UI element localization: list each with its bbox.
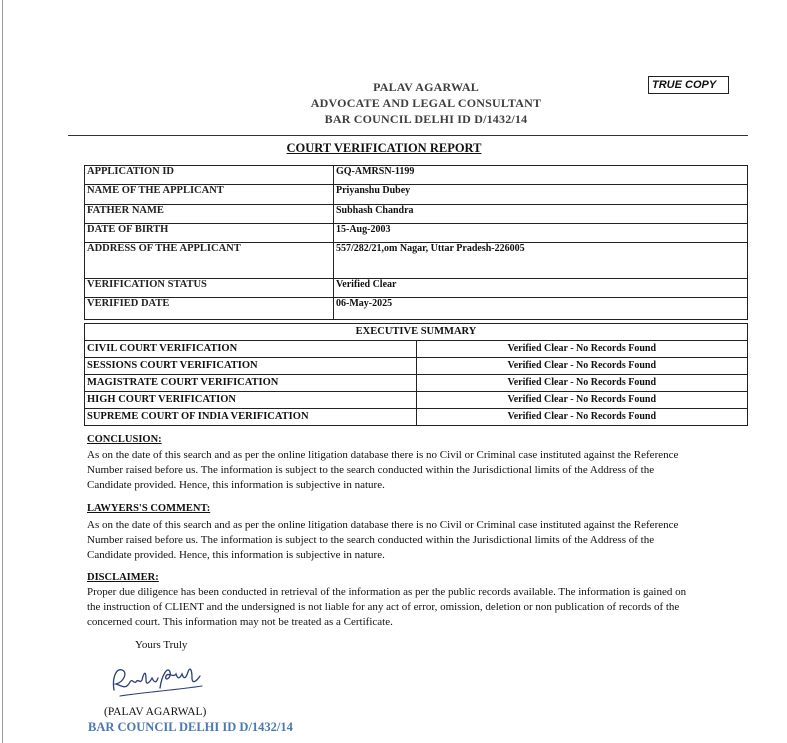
table-row xyxy=(85,392,748,409)
text-line: As on the date of this search and as per the online litigation database there is no Civil or Criminal case instituted against the Reference xyxy=(87,449,679,461)
conclusion-text xyxy=(87,448,742,493)
bar-council-id: BAR COUNCIL DELHI ID D/1432/14 xyxy=(324,112,528,126)
text-line: Candidate provided. Hence, this information is subjective in nature. xyxy=(87,549,385,561)
text-line: Candidate provided. Hence, this information is subjective in nature. xyxy=(87,479,385,491)
text-line: Number raised before us. The information is subject to the search conducted within the Jurisdictional limits of the Address of the xyxy=(87,464,655,476)
row-value: Verified Clear - No Records Found xyxy=(416,409,748,426)
row-value: Verified Clear - No Records Found xyxy=(416,341,748,358)
table-row xyxy=(85,185,748,205)
row-value: Verified Clear - No Records Found xyxy=(416,358,748,375)
row-value: Verified Clear - No Records Found xyxy=(416,375,748,392)
row-label: CIVIL COURT VERIFICATION xyxy=(85,341,417,358)
signature-image xyxy=(106,660,206,702)
text-line: Proper due diligence has been conducted in retrieval of the information as per the public records available. The information is gained on xyxy=(87,586,687,598)
row-label: APPLICATION ID xyxy=(85,166,334,185)
table-row xyxy=(85,166,748,185)
table-row xyxy=(85,243,748,279)
executive-summary-table xyxy=(84,323,748,426)
closing-salutation: Yours Truly xyxy=(135,639,188,651)
disclaimer-title: DISCLAIMER: xyxy=(87,572,159,583)
row-label: ADDRESS OF THE APPLICANT xyxy=(85,243,334,279)
table-row xyxy=(85,279,748,298)
row-value: 06-May-2025 xyxy=(334,298,748,320)
table-header-row xyxy=(85,324,748,341)
disclaimer-text xyxy=(87,585,742,630)
conclusion-title: CONCLUSION: xyxy=(87,434,162,445)
row-value: Subhash Chandra xyxy=(334,205,748,224)
table-row xyxy=(85,409,748,426)
row-label: SUPREME COURT OF INDIA VERIFICATION xyxy=(85,409,417,426)
executive-summary-title: EXECUTIVE SUMMARY xyxy=(85,324,748,341)
row-label: VERIFIED DATE xyxy=(85,298,334,320)
text-line: Number raised before us. The information is subject to the search conducted within the Jurisdictional limits of the Address of the xyxy=(87,534,655,546)
header-divider xyxy=(68,135,748,136)
table-row xyxy=(85,298,748,320)
row-value: GQ-AMRSN-1199 xyxy=(334,166,748,185)
text-line: As on the date of this search and as per the online litigation database there is no Civil or Criminal case instituted against the Reference xyxy=(87,519,679,531)
row-label: HIGH COURT VERIFICATION xyxy=(85,392,417,409)
applicant-details-table xyxy=(84,165,748,320)
row-value: Priyanshu Dubey xyxy=(334,185,748,205)
row-label: DATE OF BIRTH xyxy=(85,224,334,243)
row-label: SESSIONS COURT VERIFICATION xyxy=(85,358,417,375)
row-value: Verified Clear xyxy=(334,279,748,298)
table-row xyxy=(85,341,748,358)
row-value: 557/282/21,om Nagar, Uttar Pradesh-226005 xyxy=(334,243,748,279)
true-copy-stamp: TRUE COPY xyxy=(648,76,729,94)
text-line: the instruction of CLIENT and the undersigned is not liable for any act of error, omission, deletion or non publication of records of the xyxy=(87,601,680,613)
signatory-name: (PALAV AGARWAL) xyxy=(104,706,207,718)
row-label: FATHER NAME xyxy=(85,205,334,224)
footer-council-id: BAR COUNCIL DELHI ID D/1432/14 xyxy=(88,720,293,734)
page-edge-line xyxy=(2,0,3,743)
lawyers-comment-title: LAWYERS'S COMMENT: xyxy=(87,503,211,514)
row-label: VERIFICATION STATUS xyxy=(85,279,334,298)
text-line: concerned court. This information may not be treated as a Certificate. xyxy=(87,616,393,628)
table-row xyxy=(85,205,748,224)
lawyers-comment-text xyxy=(87,518,742,563)
report-title: COURT VERIFICATION REPORT xyxy=(286,141,482,155)
table-row xyxy=(85,224,748,243)
row-label: NAME OF THE APPLICANT xyxy=(85,185,334,205)
table-row xyxy=(85,375,748,392)
advocate-designation: ADVOCATE AND LEGAL CONSULTANT xyxy=(310,96,542,110)
advocate-name: PALAV AGARWAL xyxy=(373,80,479,94)
row-label: MAGISTRATE COURT VERIFICATION xyxy=(85,375,417,392)
row-value: Verified Clear - No Records Found xyxy=(416,392,748,409)
row-value: 15-Aug-2003 xyxy=(334,224,748,243)
table-row xyxy=(85,358,748,375)
